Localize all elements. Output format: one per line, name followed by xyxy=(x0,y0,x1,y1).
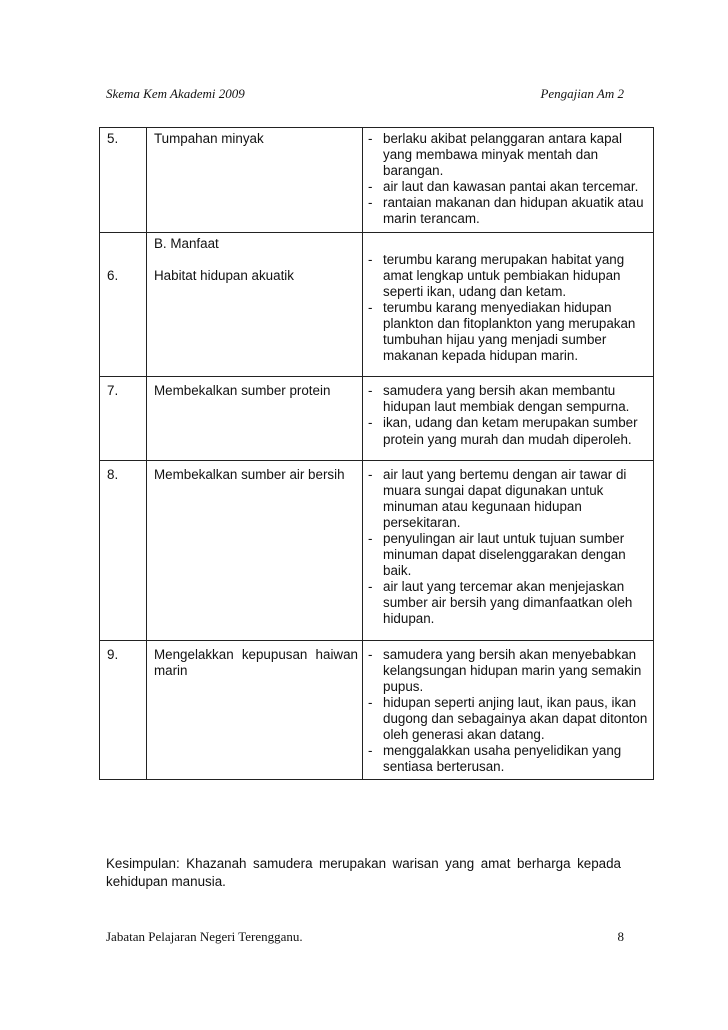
list-item: - air laut yang bertemu dengan air tawar di muara sungai dapat digunakan untuk minuman atau kegunaan hidupan persekitaran. xyxy=(368,466,627,530)
conclusion-paragraph: Kesimpulan: Khazanah samudera merupakan warisan yang amat berharga kepada kehidupan manusia. xyxy=(106,856,621,889)
header-title: Skema Kem Akademi 2009 xyxy=(106,86,245,101)
list-item: - menggalakkan usaha penyelidikan yang sentiasa berterusan. xyxy=(368,743,622,775)
list-item: - terumbu karang menyediakan hidupan plankton dan fitoplankton yang merupakan tumbuhan hijau yang menjadi sumber makanan kepada hidupan marin. xyxy=(368,299,636,364)
list-item: - rantaian makanan dan hidupan akuatik atau marin terancam. xyxy=(368,195,644,227)
list-item: - berlaku akibat pelanggaran antara kapal yang membawa minyak mentah dan barangan. xyxy=(368,131,622,179)
table-row xyxy=(100,377,654,460)
header-subject: Pengajian Am 2 xyxy=(540,86,624,101)
table-row xyxy=(100,640,654,780)
list-item: - air laut dan kawasan pantai akan tercemar. xyxy=(368,179,639,195)
list-item: - samudera yang bersih akan menyebabkan kelangsungan hidupan marin yang semakin pupus. xyxy=(368,646,642,694)
list-item: - samudera yang bersih akan membantu hidupan laut membiak dengan sempurna. xyxy=(368,383,630,415)
row-topic: Membekalkan sumber protein xyxy=(154,383,331,399)
row-number: 5. xyxy=(107,131,119,146)
list-item: - hidupan seperti anjing laut, ikan paus, ikan dugong dan sebagainya akan dapat ditonton oleh generasi akan datang. xyxy=(368,694,648,742)
list-item: - air laut yang tercemar akan menjejaskan sumber air bersih yang dimanfaatkan oleh hidupan. xyxy=(368,579,633,627)
row-number: 7. xyxy=(107,383,119,399)
row-number: 9. xyxy=(107,646,119,662)
row-topic: Membekalkan sumber air bersih xyxy=(154,466,345,482)
row-number: 8. xyxy=(107,466,119,482)
content-table xyxy=(99,127,654,780)
row-number: 6. xyxy=(107,267,119,283)
table-row xyxy=(100,128,654,233)
list-item: - terumbu karang merupakan habitat yang amat lengkap untuk pembiakan hidupan seperti ikan, udang dan ketam. xyxy=(368,251,625,299)
row-topic: Mengelakkan kepupusan haiwan marin xyxy=(154,646,358,678)
table-row xyxy=(100,460,654,640)
footer-department: Jabatan Pelajaran Negeri Terengganu. xyxy=(106,929,303,944)
table-row xyxy=(100,232,654,377)
list-item: - penyulingan air laut untuk tujuan sumber minuman dapat diselenggarakan dengan baik. xyxy=(368,530,626,579)
page-header xyxy=(106,86,624,104)
page-number: 8 xyxy=(617,929,624,944)
row-topic: Tumpahan minyak xyxy=(154,131,264,146)
row-topic: Habitat hidupan akuatik xyxy=(154,267,294,283)
section-heading: B. Manfaat xyxy=(154,235,219,251)
list-item: - ikan, udang dan ketam merupakan sumber protein yang murah dan mudah diperoleh. xyxy=(368,415,638,447)
